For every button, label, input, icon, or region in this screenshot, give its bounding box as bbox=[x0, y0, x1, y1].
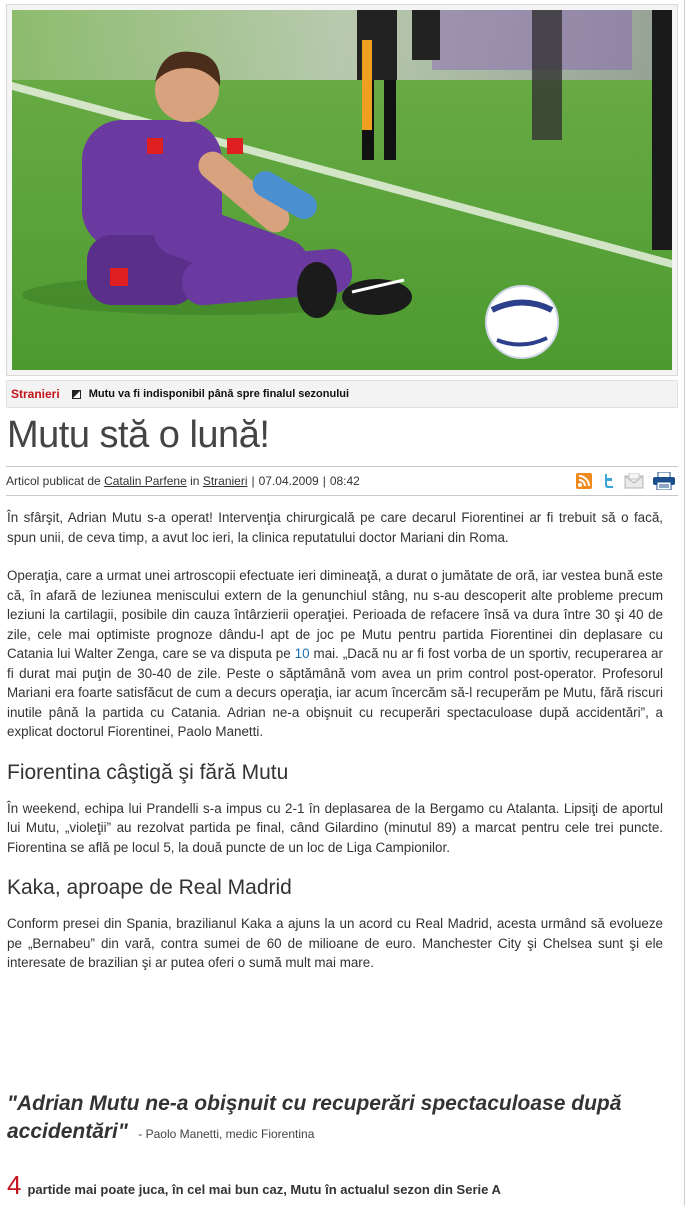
pull-quote bbox=[7, 1090, 677, 1146]
author-link[interactable]: Catalin Parfene bbox=[104, 474, 187, 488]
stat-highlight bbox=[7, 1170, 501, 1201]
meta-separator: | bbox=[251, 474, 255, 488]
meta-time: 08:42 bbox=[329, 474, 360, 488]
section-subheading: Fiorentina câştigă şi fără Mutu bbox=[7, 760, 289, 784]
stat-text: partide mai poate juca, în cel mai bun caz, Mutu în actualul sezon din Serie A bbox=[27, 1182, 501, 1197]
quote-text: "Adrian Mutu ne-a obişnuit cu recuperări spectaculoase după accidentări" bbox=[7, 1092, 622, 1143]
related-article-link[interactable]: Mutu va fi indisponibil până spre finalul sezonului bbox=[88, 388, 350, 400]
article-title: Mutu stă o lună! bbox=[7, 414, 270, 456]
meta-separator: | bbox=[322, 474, 326, 488]
related-article-icon bbox=[72, 390, 81, 399]
email-icon[interactable] bbox=[624, 473, 644, 492]
paragraph-text: mai. „Dacă nu ar fi fost vorba de un sportiv, recuperarea ar fi durat mai puţin de 30-40 de zile. Peste o săptămână vom avea un prim control post-operator. Profesorul Mariani era foarte satisfăcut de cum a decurs operaţia, iar acum încercăm să-l recuperăm pe Mutu, fără riscuri inutile până la partida cu Catania. Adrian ne-a obişnuit cu recuperări spectaculoase după accidentări”, a explicat doctorul Fiorentinei, Paolo Manetti. bbox=[7, 646, 663, 739]
print-icon[interactable] bbox=[652, 472, 676, 493]
hero-photo[interactable] bbox=[12, 10, 672, 370]
meta-prefix: Articol publicat de bbox=[6, 474, 101, 488]
paragraph-text: Operaţia, care a urmat unei artroscopii efectuate ieri dimineaţă, a durat o jumătate de oră, iar vestea bună este că, în afară de leziunea meniscului extern de la genunchiul stâng, nu s-au descoperit alte probleme precum leziuni la cartilagii, posibile din cauza întârzierii operaţiei. Perioada de refacere însă va dura între 30 şi 40 de zile, cele mai optimiste prognoze dându-l apt de joc pe Mutu pentru partida Fiorentinei din deplasare cu Catania lui Walter Zenga, care se va disputa pe bbox=[7, 568, 663, 661]
twitter-icon[interactable] bbox=[600, 473, 616, 492]
page-edge-rule bbox=[684, 0, 685, 1206]
rss-icon[interactable] bbox=[576, 473, 592, 492]
article-paragraph bbox=[7, 566, 663, 742]
quote-author: - Paolo Manetti, medic Fiorentina bbox=[138, 1127, 315, 1141]
meta-in-label: in bbox=[190, 474, 200, 488]
section-link[interactable]: Stranieri bbox=[202, 474, 248, 488]
article-paragraph: În sfârşit, Adrian Mutu s-a operat! Intervenţia chirurgicală pe care decarul Fiorentinei ar fi trebuit să o facă, spun unii, de ceva timp, a avut loc ieri, la clinica reputatului doctor Mariani din Roma. bbox=[7, 510, 663, 545]
article-body bbox=[7, 508, 663, 992]
category-strip bbox=[6, 380, 678, 408]
hero-photo-illustration bbox=[12, 10, 672, 370]
article-paragraph: Conform presei din Spania, brazilianul Kaka a ajuns la un acord cu Real Madrid, acesta urmând să evolueze pe „Bernabeu” din vară, contra sumei de 60 de milioane de euro. Manchester City şi Chelsea sunt şi ele interesate de brazilian şi ar putea oferi o sumă mult mai mare. bbox=[7, 916, 663, 970]
article-meta-bar bbox=[6, 466, 678, 496]
category-link[interactable]: Stranieri bbox=[11, 387, 60, 401]
section-subheading: Kaka, aproape de Real Madrid bbox=[7, 876, 292, 899]
article-paragraph: În weekend, echipa lui Prandelli s-a impus cu 2-1 în deplasarea de la Bergamo cu Atalanta. Lipsiţi de aportul lui Mutu, „violeţii” au rezolvat partida pe final, când Gilardino (minutul 89) a marcat pentru cele trei puncte. Fiorentina se află pe locul 5, la două puncte de un loc de Liga Campionilor. bbox=[7, 800, 663, 855]
meta-date: 07.04.2009 bbox=[258, 474, 319, 488]
hero-photo-frame bbox=[6, 4, 678, 376]
share-icons bbox=[576, 472, 676, 493]
stat-number: 4 bbox=[7, 1170, 22, 1200]
date-link[interactable]: 10 bbox=[294, 646, 310, 661]
